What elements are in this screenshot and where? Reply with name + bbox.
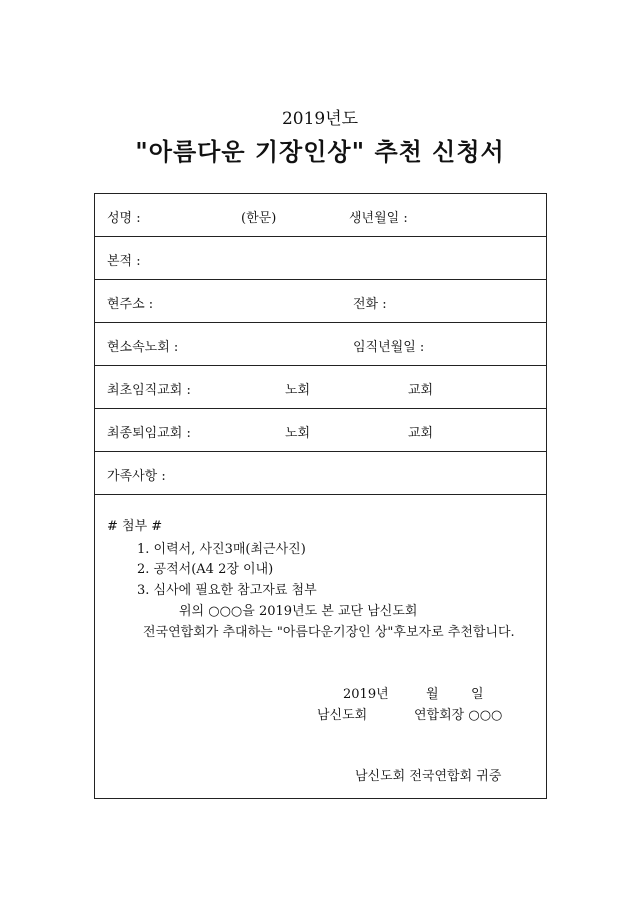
row-hometown <box>95 237 546 280</box>
date-month: 월 <box>426 687 439 702</box>
address-label: 현주소 : <box>107 297 154 312</box>
attachment-item: 2. 공적서(A4 2장 이내) <box>137 562 274 577</box>
attachments-heading: # 첨부 # <box>107 519 163 534</box>
year-heading: 2019년도 <box>281 109 359 129</box>
president-signature: 연합회장 ○○○ <box>414 708 503 723</box>
first-presbytery-suffix: 노회 <box>285 383 311 398</box>
date-year: 2019년 <box>343 687 389 702</box>
birthdate-label: 생년월일 : <box>349 211 408 226</box>
row-family <box>95 452 546 495</box>
row-name <box>95 194 546 237</box>
row-last-church <box>95 409 546 452</box>
last-presbytery-suffix: 노회 <box>285 426 311 441</box>
organization-name: 남신도회 <box>317 708 368 723</box>
attachment-item: 3. 심사에 필요한 참고자료 첨부 <box>137 583 317 598</box>
application-form <box>94 193 547 799</box>
row-first-church <box>95 366 546 409</box>
recipient: 남신도회 전국연합회 귀중 <box>355 769 502 784</box>
row-presbytery <box>95 323 546 366</box>
ordination-date-label: 임직년월일 : <box>353 340 425 355</box>
current-presbytery-label: 현소속노회 : <box>107 340 179 355</box>
last-church-suffix: 교회 <box>408 426 434 441</box>
name-label: 성명 : <box>107 211 141 226</box>
attachments-section <box>95 495 546 800</box>
first-church-suffix: 교회 <box>408 383 434 398</box>
attachment-item: 1. 이력서, 사진3매(최근사진) <box>137 542 306 557</box>
last-church-label: 최종퇴임교회 : <box>107 426 191 441</box>
first-church-label: 최초임직교회 : <box>107 383 191 398</box>
row-address <box>95 280 546 323</box>
hometown-label: 본적 : <box>107 254 141 269</box>
date-day: 일 <box>471 687 484 702</box>
statement-line-2: 전국연합회가 추대하는 "아름다운기장인 상"후보자로 추천합니다. <box>143 625 515 640</box>
statement-line-1: 위의 ○○○을 2019년도 본 교단 남신도회 <box>179 604 418 619</box>
phone-label: 전화 : <box>353 297 387 312</box>
hanmun-label: (한문) <box>241 211 277 226</box>
form-title: "아름다운 기장인상" 추천 신청서 <box>135 137 505 166</box>
family-label: 가족사항 : <box>107 469 166 484</box>
